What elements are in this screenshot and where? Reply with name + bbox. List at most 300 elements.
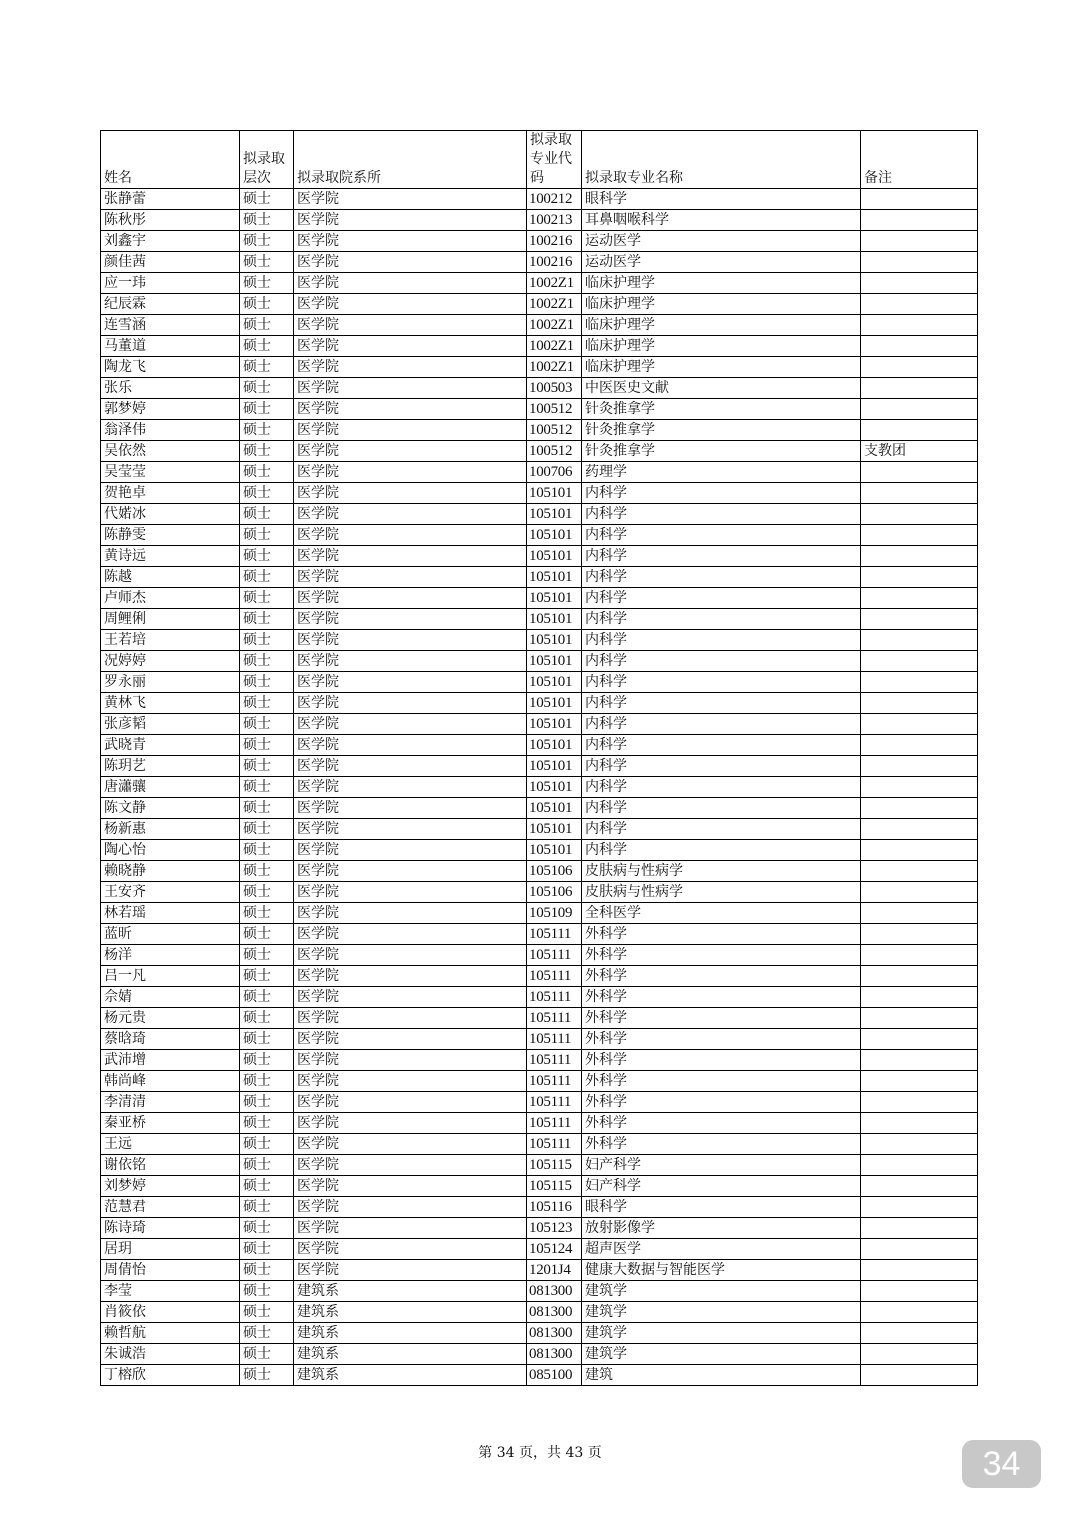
cell-name: 刘梦婷 <box>101 1176 240 1197</box>
cell-level: 硕士 <box>240 399 294 420</box>
cell-department: 医学院 <box>294 651 527 672</box>
cell-major-name: 内科学 <box>582 588 861 609</box>
cell-major-name: 建筑学 <box>582 1344 861 1365</box>
cell-level: 硕士 <box>240 945 294 966</box>
cell-remarks <box>861 756 978 777</box>
cell-remarks <box>861 882 978 903</box>
cell-department: 医学院 <box>294 1176 527 1197</box>
cell-major-code: 105115 <box>527 1176 582 1197</box>
cell-remarks <box>861 1176 978 1197</box>
table-row <box>101 546 978 567</box>
cell-major-name: 外科学 <box>582 1050 861 1071</box>
cell-department: 医学院 <box>294 252 527 273</box>
table-row <box>101 1239 978 1260</box>
table-row <box>101 1113 978 1134</box>
cell-major-code: 100216 <box>527 231 582 252</box>
page-footer: 第 34 页，共 43 页 <box>478 1445 602 1461</box>
cell-major-code: 105111 <box>527 1071 582 1092</box>
table-row <box>101 1155 978 1176</box>
cell-level: 硕士 <box>240 315 294 336</box>
cell-remarks <box>861 1281 978 1302</box>
cell-level: 硕士 <box>240 231 294 252</box>
cell-major-code: 105101 <box>527 777 582 798</box>
cell-level: 硕士 <box>240 1008 294 1029</box>
cell-major-code: 100512 <box>527 399 582 420</box>
cell-department: 建筑系 <box>294 1323 527 1344</box>
cell-remarks <box>861 1239 978 1260</box>
cell-major-code: 105101 <box>527 525 582 546</box>
cell-remarks <box>861 840 978 861</box>
cell-name: 翁泽伟 <box>101 420 240 441</box>
cell-department: 医学院 <box>294 546 527 567</box>
cell-department: 医学院 <box>294 1113 527 1134</box>
cell-name: 武沛增 <box>101 1050 240 1071</box>
cell-major-code: 100212 <box>527 189 582 210</box>
cell-name: 吴依然 <box>101 441 240 462</box>
cell-name: 丁榕欣 <box>101 1365 240 1386</box>
cell-level: 硕士 <box>240 378 294 399</box>
cell-level: 硕士 <box>240 861 294 882</box>
cell-department: 医学院 <box>294 504 527 525</box>
cell-remarks <box>861 693 978 714</box>
cell-major-code: 105101 <box>527 819 582 840</box>
cell-remarks <box>861 1197 978 1218</box>
cell-name: 李清清 <box>101 1092 240 1113</box>
cell-remarks <box>861 714 978 735</box>
cell-name: 王远 <box>101 1134 240 1155</box>
cell-department: 医学院 <box>294 924 527 945</box>
cell-level: 硕士 <box>240 1302 294 1323</box>
cell-name: 刘鑫宇 <box>101 231 240 252</box>
cell-remarks <box>861 1302 978 1323</box>
cell-remarks <box>861 210 978 231</box>
table-row <box>101 399 978 420</box>
cell-department: 医学院 <box>294 861 527 882</box>
table-row <box>101 903 978 924</box>
cell-level: 硕士 <box>240 1155 294 1176</box>
cell-name: 谢依铭 <box>101 1155 240 1176</box>
cell-level: 硕士 <box>240 462 294 483</box>
cell-name: 陈文静 <box>101 798 240 819</box>
cell-major-code: 105101 <box>527 630 582 651</box>
cell-major-name: 临床护理学 <box>582 294 861 315</box>
cell-major-name: 妇产科学 <box>582 1155 861 1176</box>
cell-name: 王安齐 <box>101 882 240 903</box>
cell-level: 硕士 <box>240 1176 294 1197</box>
table-row <box>101 630 978 651</box>
cell-level: 硕士 <box>240 651 294 672</box>
cell-remarks: 支教团 <box>861 441 978 462</box>
cell-major-name: 内科学 <box>582 714 861 735</box>
cell-name: 居玥 <box>101 1239 240 1260</box>
header-major-name: 拟录取专业名称 <box>582 131 861 189</box>
cell-remarks <box>861 630 978 651</box>
cell-level: 硕士 <box>240 735 294 756</box>
cell-remarks <box>861 1092 978 1113</box>
table-row <box>101 231 978 252</box>
cell-name: 范慧君 <box>101 1197 240 1218</box>
cell-name: 陈玥艺 <box>101 756 240 777</box>
cell-major-code: 100706 <box>527 462 582 483</box>
cell-name: 卢师杰 <box>101 588 240 609</box>
cell-major-code: 081300 <box>527 1344 582 1365</box>
cell-major-code: 105101 <box>527 483 582 504</box>
table-row <box>101 735 978 756</box>
cell-department: 医学院 <box>294 378 527 399</box>
cell-department: 医学院 <box>294 399 527 420</box>
cell-remarks <box>861 651 978 672</box>
cell-level: 硕士 <box>240 189 294 210</box>
cell-major-name: 妇产科学 <box>582 1176 861 1197</box>
cell-name: 黄林飞 <box>101 693 240 714</box>
cell-level: 硕士 <box>240 1029 294 1050</box>
cell-remarks <box>861 336 978 357</box>
cell-name: 陈秋彤 <box>101 210 240 231</box>
cell-major-code: 105111 <box>527 1113 582 1134</box>
cell-major-name: 临床护理学 <box>582 315 861 336</box>
cell-level: 硕士 <box>240 1323 294 1344</box>
cell-level: 硕士 <box>240 903 294 924</box>
table-row <box>101 273 978 294</box>
cell-name: 佘婧 <box>101 987 240 1008</box>
cell-major-name: 针灸推拿学 <box>582 420 861 441</box>
cell-level: 硕士 <box>240 714 294 735</box>
table-row <box>101 1050 978 1071</box>
cell-major-code: 081300 <box>527 1323 582 1344</box>
header-level: 拟录取层次 <box>240 131 294 189</box>
cell-major-code: 100512 <box>527 420 582 441</box>
cell-major-name: 超声医学 <box>582 1239 861 1260</box>
cell-department: 医学院 <box>294 315 527 336</box>
table-row <box>101 441 978 462</box>
cell-major-name: 内科学 <box>582 756 861 777</box>
cell-major-code: 100512 <box>527 441 582 462</box>
cell-major-name: 外科学 <box>582 1071 861 1092</box>
cell-remarks <box>861 966 978 987</box>
cell-name: 蔡晗琦 <box>101 1029 240 1050</box>
cell-major-name: 皮肤病与性病学 <box>582 882 861 903</box>
cell-remarks <box>861 819 978 840</box>
cell-name: 肖筱依 <box>101 1302 240 1323</box>
cell-major-code: 105101 <box>527 714 582 735</box>
cell-remarks <box>861 861 978 882</box>
cell-department: 医学院 <box>294 777 527 798</box>
cell-department: 医学院 <box>294 1134 527 1155</box>
cell-major-name: 耳鼻咽喉科学 <box>582 210 861 231</box>
table-row <box>101 819 978 840</box>
table-row <box>101 462 978 483</box>
cell-department: 医学院 <box>294 630 527 651</box>
cell-major-code: 105111 <box>527 924 582 945</box>
cell-major-name: 内科学 <box>582 504 861 525</box>
cell-major-name: 外科学 <box>582 1008 861 1029</box>
table-row <box>101 609 978 630</box>
cell-level: 硕士 <box>240 924 294 945</box>
cell-department: 医学院 <box>294 903 527 924</box>
cell-department: 医学院 <box>294 756 527 777</box>
table-row <box>101 756 978 777</box>
cell-major-name: 内科学 <box>582 672 861 693</box>
cell-department: 医学院 <box>294 945 527 966</box>
cell-remarks <box>861 315 978 336</box>
cell-name: 陈静雯 <box>101 525 240 546</box>
table-row <box>101 966 978 987</box>
table-row <box>101 1134 978 1155</box>
table-row <box>101 1071 978 1092</box>
cell-department: 医学院 <box>294 798 527 819</box>
cell-remarks <box>861 546 978 567</box>
cell-remarks <box>861 987 978 1008</box>
table-row <box>101 420 978 441</box>
cell-department: 建筑系 <box>294 1344 527 1365</box>
cell-level: 硕士 <box>240 1218 294 1239</box>
cell-major-name: 建筑学 <box>582 1323 861 1344</box>
cell-department: 医学院 <box>294 567 527 588</box>
cell-department: 建筑系 <box>294 1365 527 1386</box>
cell-major-name: 内科学 <box>582 735 861 756</box>
cell-name: 杨元贵 <box>101 1008 240 1029</box>
cell-level: 硕士 <box>240 840 294 861</box>
cell-level: 硕士 <box>240 630 294 651</box>
cell-name: 李莹 <box>101 1281 240 1302</box>
cell-department: 医学院 <box>294 273 527 294</box>
cell-name: 纪辰霖 <box>101 294 240 315</box>
cell-major-code: 1002Z1 <box>527 294 582 315</box>
cell-major-code: 105101 <box>527 756 582 777</box>
cell-department: 医学院 <box>294 1218 527 1239</box>
cell-level: 硕士 <box>240 1050 294 1071</box>
table-row <box>101 651 978 672</box>
table-row <box>101 483 978 504</box>
cell-department: 医学院 <box>294 1008 527 1029</box>
table-row <box>101 1008 978 1029</box>
cell-name: 周倩怡 <box>101 1260 240 1281</box>
cell-level: 硕士 <box>240 210 294 231</box>
cell-major-name: 皮肤病与性病学 <box>582 861 861 882</box>
cell-remarks <box>861 294 978 315</box>
cell-name: 罗永丽 <box>101 672 240 693</box>
table-row <box>101 1218 978 1239</box>
cell-level: 硕士 <box>240 567 294 588</box>
cell-major-code: 105111 <box>527 966 582 987</box>
cell-level: 硕士 <box>240 588 294 609</box>
cell-name: 贺艳卓 <box>101 483 240 504</box>
cell-name: 况婷婷 <box>101 651 240 672</box>
cell-major-name: 内科学 <box>582 630 861 651</box>
cell-major-code: 100216 <box>527 252 582 273</box>
cell-name: 周鲤俐 <box>101 609 240 630</box>
cell-major-name: 全科医学 <box>582 903 861 924</box>
table-row <box>101 315 978 336</box>
cell-major-name: 运动医学 <box>582 252 861 273</box>
cell-level: 硕士 <box>240 1071 294 1092</box>
cell-major-name: 针灸推拿学 <box>582 399 861 420</box>
table-row <box>101 777 978 798</box>
cell-remarks <box>861 735 978 756</box>
cell-remarks <box>861 672 978 693</box>
table-row <box>101 294 978 315</box>
cell-level: 硕士 <box>240 1239 294 1260</box>
page-number-badge: 34 <box>962 1440 1041 1488</box>
cell-department: 医学院 <box>294 441 527 462</box>
cell-department: 医学院 <box>294 189 527 210</box>
cell-major-code: 105106 <box>527 861 582 882</box>
cell-department: 医学院 <box>294 1050 527 1071</box>
table-header-row <box>101 131 978 189</box>
cell-name: 武晓青 <box>101 735 240 756</box>
table-row <box>101 1365 978 1386</box>
table-row <box>101 861 978 882</box>
cell-level: 硕士 <box>240 441 294 462</box>
cell-major-code: 105101 <box>527 546 582 567</box>
cell-major-name: 内科学 <box>582 693 861 714</box>
cell-remarks <box>861 399 978 420</box>
cell-level: 硕士 <box>240 672 294 693</box>
cell-name: 杨洋 <box>101 945 240 966</box>
cell-major-code: 100213 <box>527 210 582 231</box>
cell-major-code: 1002Z1 <box>527 336 582 357</box>
cell-major-name: 外科学 <box>582 966 861 987</box>
cell-level: 硕士 <box>240 294 294 315</box>
cell-major-name: 外科学 <box>582 1113 861 1134</box>
cell-name: 王若培 <box>101 630 240 651</box>
cell-name: 颜佳茜 <box>101 252 240 273</box>
cell-level: 硕士 <box>240 420 294 441</box>
cell-remarks <box>861 462 978 483</box>
cell-department: 医学院 <box>294 588 527 609</box>
cell-major-name: 眼科学 <box>582 189 861 210</box>
table-row <box>101 945 978 966</box>
cell-major-code: 081300 <box>527 1281 582 1302</box>
cell-level: 硕士 <box>240 1134 294 1155</box>
cell-major-name: 外科学 <box>582 1029 861 1050</box>
cell-remarks <box>861 525 978 546</box>
cell-major-code: 105101 <box>527 672 582 693</box>
cell-major-code: 1201J4 <box>527 1260 582 1281</box>
cell-remarks <box>861 420 978 441</box>
cell-major-code: 105101 <box>527 609 582 630</box>
cell-major-name: 外科学 <box>582 1134 861 1155</box>
cell-department: 医学院 <box>294 357 527 378</box>
cell-major-code: 105111 <box>527 1008 582 1029</box>
cell-name: 连雪涵 <box>101 315 240 336</box>
cell-major-name: 内科学 <box>582 609 861 630</box>
cell-department: 建筑系 <box>294 1302 527 1323</box>
cell-name: 郭梦婷 <box>101 399 240 420</box>
cell-name: 张乐 <box>101 378 240 399</box>
cell-department: 医学院 <box>294 693 527 714</box>
cell-department: 医学院 <box>294 420 527 441</box>
cell-name: 张彦韬 <box>101 714 240 735</box>
cell-department: 医学院 <box>294 525 527 546</box>
table-row <box>101 882 978 903</box>
cell-remarks <box>861 483 978 504</box>
cell-major-name: 建筑 <box>582 1365 861 1386</box>
table-row <box>101 1197 978 1218</box>
cell-name: 陶心怡 <box>101 840 240 861</box>
cell-name: 马董道 <box>101 336 240 357</box>
cell-remarks <box>861 231 978 252</box>
cell-major-code: 105111 <box>527 987 582 1008</box>
cell-level: 硕士 <box>240 798 294 819</box>
header-remarks: 备注 <box>861 131 978 189</box>
cell-remarks <box>861 1113 978 1134</box>
cell-level: 硕士 <box>240 546 294 567</box>
cell-name: 陶龙飞 <box>101 357 240 378</box>
cell-remarks <box>861 357 978 378</box>
cell-level: 硕士 <box>240 1092 294 1113</box>
cell-level: 硕士 <box>240 819 294 840</box>
table-row <box>101 1260 978 1281</box>
cell-remarks <box>861 1260 978 1281</box>
cell-department: 医学院 <box>294 609 527 630</box>
cell-remarks <box>861 777 978 798</box>
cell-major-code: 105124 <box>527 1239 582 1260</box>
cell-major-name: 放射影像学 <box>582 1218 861 1239</box>
cell-remarks <box>861 903 978 924</box>
table-row <box>101 798 978 819</box>
cell-major-code: 105101 <box>527 840 582 861</box>
cell-department: 医学院 <box>294 1071 527 1092</box>
table-row <box>101 504 978 525</box>
cell-major-name: 内科学 <box>582 483 861 504</box>
cell-department: 医学院 <box>294 294 527 315</box>
cell-level: 硕士 <box>240 504 294 525</box>
header-name: 姓名 <box>101 131 240 189</box>
cell-department: 医学院 <box>294 1260 527 1281</box>
cell-remarks <box>861 609 978 630</box>
table-row <box>101 1302 978 1323</box>
admission-table <box>100 130 978 1386</box>
cell-remarks <box>861 1344 978 1365</box>
cell-remarks <box>861 1050 978 1071</box>
cell-name: 吕一凡 <box>101 966 240 987</box>
cell-department: 医学院 <box>294 819 527 840</box>
cell-remarks <box>861 1323 978 1344</box>
cell-major-code: 085100 <box>527 1365 582 1386</box>
cell-level: 硕士 <box>240 357 294 378</box>
cell-remarks <box>861 189 978 210</box>
cell-major-code: 105106 <box>527 882 582 903</box>
cell-major-code: 105111 <box>527 1092 582 1113</box>
cell-department: 医学院 <box>294 882 527 903</box>
table-row <box>101 357 978 378</box>
cell-name: 杨新惠 <box>101 819 240 840</box>
cell-major-name: 临床护理学 <box>582 357 861 378</box>
cell-remarks <box>861 1134 978 1155</box>
table-row <box>101 1176 978 1197</box>
cell-remarks <box>861 588 978 609</box>
cell-major-code: 105111 <box>527 945 582 966</box>
cell-remarks <box>861 945 978 966</box>
cell-remarks <box>861 252 978 273</box>
cell-name: 林若瑶 <box>101 903 240 924</box>
cell-major-name: 内科学 <box>582 546 861 567</box>
cell-remarks <box>861 567 978 588</box>
cell-major-name: 中医医史文献 <box>582 378 861 399</box>
cell-major-name: 药理学 <box>582 462 861 483</box>
table-row <box>101 987 978 1008</box>
cell-major-name: 运动医学 <box>582 231 861 252</box>
cell-name: 陈越 <box>101 567 240 588</box>
table-row <box>101 693 978 714</box>
cell-name: 韩尚峰 <box>101 1071 240 1092</box>
cell-major-name: 外科学 <box>582 924 861 945</box>
cell-remarks <box>861 378 978 399</box>
cell-name: 代婼冰 <box>101 504 240 525</box>
cell-level: 硕士 <box>240 483 294 504</box>
cell-major-name: 眼科学 <box>582 1197 861 1218</box>
